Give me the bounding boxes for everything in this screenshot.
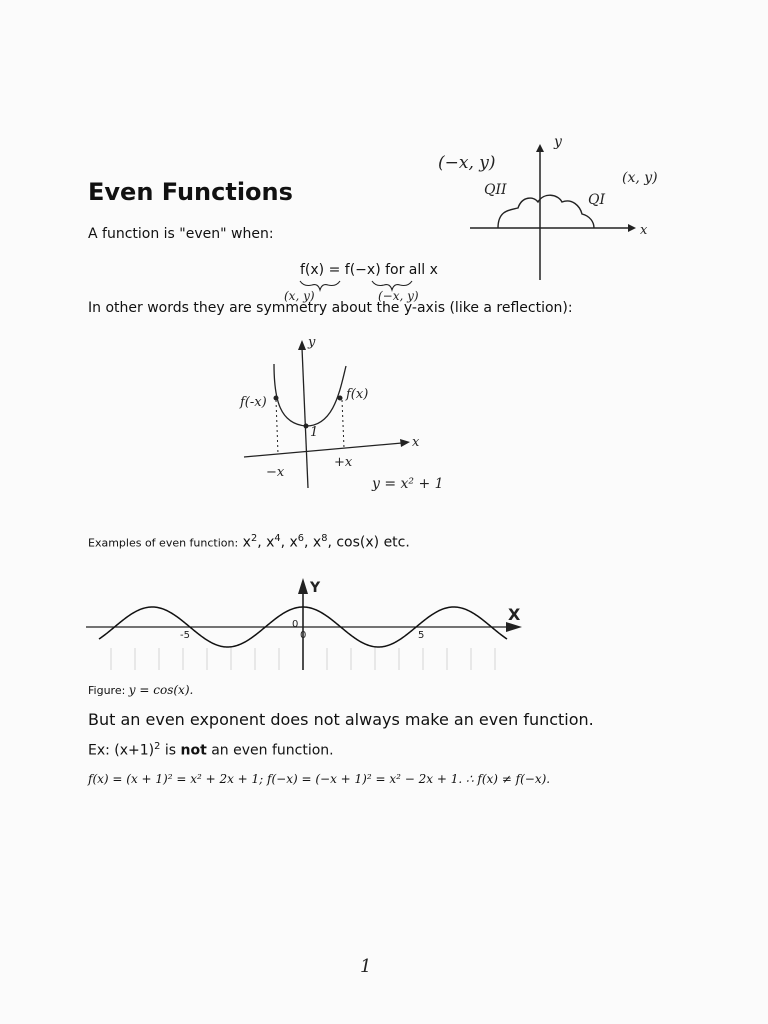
cos-tick-neg: -5 — [180, 630, 190, 641]
parabola-label-right: f(x) — [346, 387, 369, 402]
parabola-label-left: f(-x) — [240, 395, 267, 410]
quadrant-label-right: QI — [588, 192, 606, 208]
quadrant-x-arrow — [628, 224, 636, 232]
parabola-axis-y-label: y — [308, 335, 316, 350]
counter-example-bold: not — [180, 742, 207, 759]
parabola-curve — [274, 364, 346, 426]
cos-tick-zero: 0 — [300, 630, 307, 641]
example-x4-base: , x — [257, 534, 275, 551]
quadrant-point-right: (x, y) — [622, 170, 658, 186]
quadrant-sketch — [430, 130, 680, 290]
definition-lhs: f(x) — [300, 262, 325, 278]
quadrant-axis-y-label: y — [554, 134, 562, 150]
cos-origin-label: 0 — [292, 619, 299, 630]
figure-caption — [88, 683, 193, 697]
definition-note-left: (x, y) — [284, 289, 315, 303]
example-x2-base: x — [242, 534, 251, 551]
parabola-equation: y = x² + 1 — [372, 476, 444, 492]
parabola-tick-pos: +x — [334, 455, 353, 470]
counter-example-prefix: Ex: (x+1) — [88, 742, 155, 759]
counter-example — [88, 741, 334, 759]
parabola-y-arrow — [298, 340, 306, 350]
parabola-label-one: 1 — [310, 425, 319, 440]
parabola-axis-x-label: x — [412, 435, 420, 450]
page-title: Even Functions — [88, 178, 293, 206]
example-x8-base: , x — [304, 534, 322, 551]
counter-example-suffix: an even function. — [206, 742, 334, 759]
counter-example-mid: is — [160, 742, 181, 759]
quadrant-axis-x-label: x — [640, 223, 648, 238]
parabola-dash-right — [342, 400, 344, 448]
statement-text: But an even exponent does not always make an even function. — [88, 710, 594, 729]
example-x8-power: 8 — [321, 533, 328, 544]
caption-equation: y = cos(x). — [128, 683, 194, 697]
intro-text: A function is "even" when: — [88, 226, 274, 242]
cos-y-arrow — [298, 578, 308, 594]
page-number: 1 — [360, 956, 372, 977]
quadrant-point-left: (−x, y) — [438, 153, 496, 173]
cos-axis-x-label: X — [508, 605, 521, 624]
parabola-point-left — [274, 396, 279, 401]
caption-prefix: Figure: — [88, 684, 126, 697]
example-tail: , cos(x) etc. — [327, 534, 410, 551]
definition-tail: for all x — [385, 262, 438, 278]
example-x4-power: 4 — [274, 533, 281, 544]
parabola-sketch — [230, 330, 450, 500]
parabola-point-right — [338, 396, 343, 401]
parabola-dash-left — [276, 400, 278, 454]
quadrant-label-left: QII — [484, 182, 507, 198]
explanation-text: In other words they are symmetry about the y-axis (like a reflection): — [88, 300, 573, 316]
examples-line — [88, 533, 410, 551]
cos-axis-y-label: Y — [310, 580, 321, 596]
definition-eq: = — [328, 262, 341, 278]
definition-rhs: f(−x) — [344, 262, 381, 278]
example-x6-base: , x — [280, 534, 298, 551]
cos-tick-pos: 5 — [418, 630, 425, 641]
quadrant-curve — [498, 195, 594, 228]
definition-note-right: (−x, y) — [378, 289, 419, 303]
example-x2-power: 2 — [250, 533, 258, 544]
counter-example-power: 2 — [154, 741, 161, 752]
parabola-tick-neg: −x — [266, 465, 285, 480]
parabola-x-axis — [244, 443, 402, 457]
parabola-x-arrow — [400, 439, 410, 447]
example-x6-power: 6 — [297, 533, 305, 544]
cos-chart — [80, 570, 540, 680]
calculation-line: f(x) = (x + 1)² = x² + 2x + 1; f(−x) = (−x + 1)² = x² − 2x + 1. ∴ f(x) ≠ f(−x). — [88, 772, 551, 786]
parabola-y-axis — [302, 348, 308, 488]
examples-prefix: Examples of even function: — [88, 536, 239, 550]
parabola-point-vertex — [304, 424, 309, 429]
definition-formula — [300, 262, 438, 278]
quadrant-y-arrow — [536, 144, 544, 152]
